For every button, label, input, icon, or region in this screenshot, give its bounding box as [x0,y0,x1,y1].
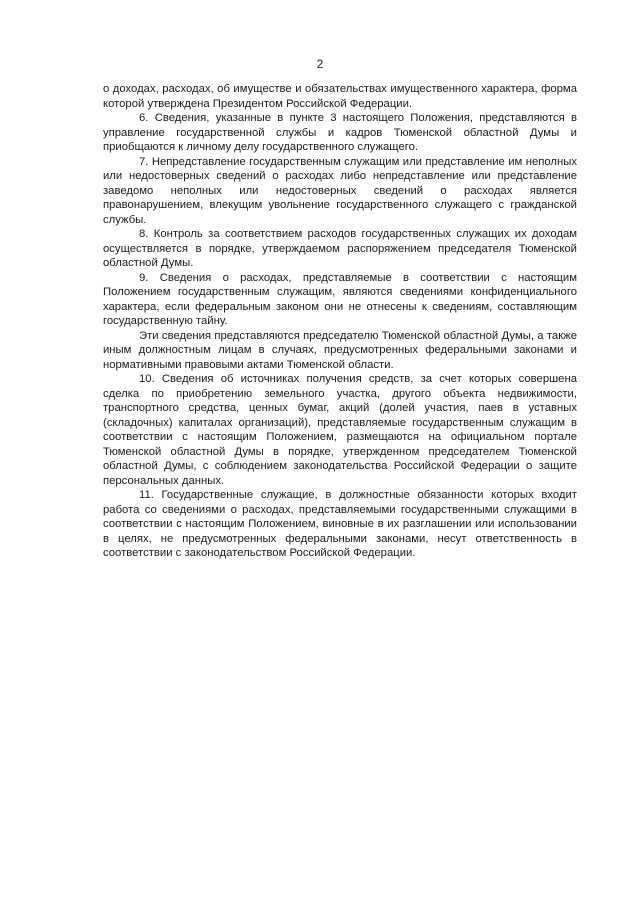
paragraph-item-7: 7. Непредставление государственным служащим или представление им неполных или недостоверных сведений о расходах либо непредставление или представление заведомо неполных или недостоверных сведений о расходах является правонарушением, влекущим увольнение государственного служащего с гражданской службы. [103,155,577,226]
page-number: 2 [316,57,324,71]
paragraph-item-9-extra: Эти сведения представляются председателю Тюменской областной Думы, а также иным должностным лицам в случаях, предусмотренных федеральными законами и нормативными правовыми актами Тюменской области. [103,329,577,371]
paragraph-item-10: 10. Сведения об источниках получения средств, за счет которых совершена сделка по приобретению земельного участка, другого объекта недвижимости, транспортного средства, ценных бумаг, акций (долей участия, паев в уставных (складочных) капиталах организаций), представляемые государственным служащим в соответствии с настоящим Положением, размещаются на официальном портале Тюменской областной Думы в порядке, утвержденном председателем Тюменской областной Думы, с соблюдением законодательства Российской Федерации о защите персональных данных. [103,373,577,487]
paragraph-continuation: о доходах, расходах, об имуществе и обязательствах имущественного характера, форма которой утверждена Президентом Российской Федерации. [103,83,577,110]
paragraph-item-6: 6. Сведения, указанные в пункте 3 настоящего Положения, представляются в управление государственной службы и кадров Тюменской областной Думы и приобщаются к личному делу государственного служащего. [103,112,577,153]
document-body [103,82,577,561]
paragraph-item-9: 9. Сведения о расходах, представляемые в соответствии с настоящим Положением государственным служащим, являются сведениями конфиденциального характера, если федеральным законом они не отнесены к сведениям, составляющим государственную тайну. [103,271,577,327]
paragraph-item-8: 8. Контроль за соответствием расходов государственных служащих их доходам осуществляется в порядке, утверждаемом распоряжением председателя Тюменской областной Думы. [103,228,577,269]
paragraph-item-11: 11. Государственные служащие, в должностные обязанности которых входит работа со сведениями о расходах, представляемыми государственными служащими в соответствии с настоящим Положением, виновные в их разглашении или использовании в целях, не предусмотренных федеральными законами, несут ответственность в соответствии с законодательством Российской Федерации. [103,489,577,559]
